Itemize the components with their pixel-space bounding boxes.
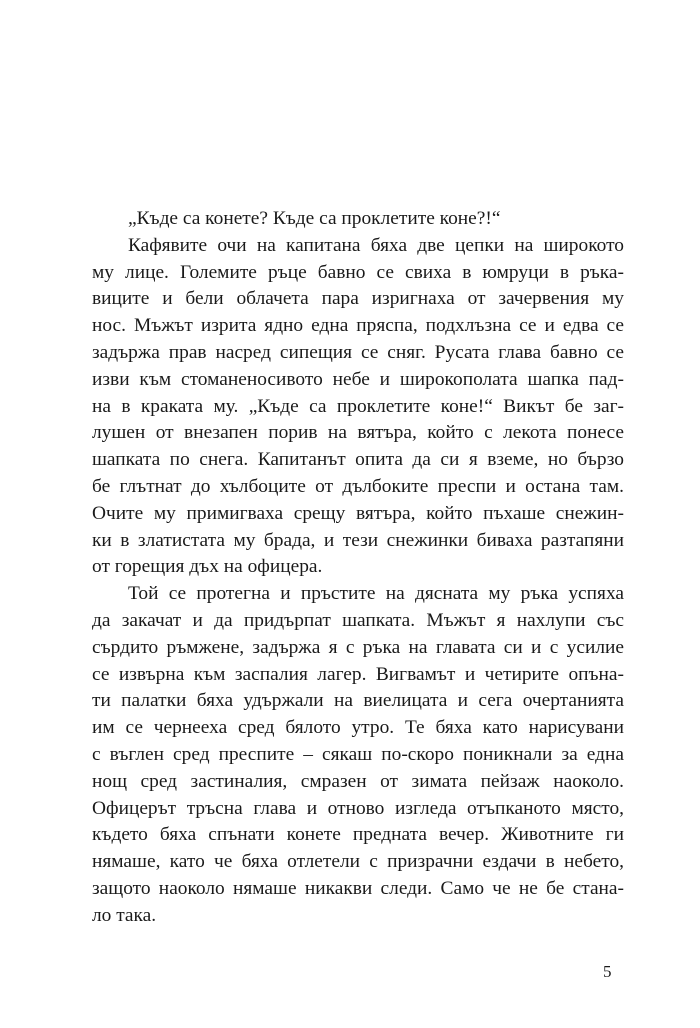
text-line: нощ сред застиналия, смразен от зимата пейзаж наоколо. [92, 770, 624, 792]
text-line: му лице. Големите ръце бавно се свиха в юмруци в ръка- [92, 261, 624, 283]
page-number: 5 [603, 962, 612, 981]
text-line: нос. Мъжът изрита ядно една пряспа, подхлъзна се и едва се [92, 315, 624, 337]
text-line: задържа прав насред сипещия се сняг. Русата глава бавно се [92, 341, 624, 363]
text-line: „Къде са конетe? Къде са проклетите коне?!“ [128, 208, 501, 229]
text-line: се извърна към заспалия лагер. Вигвамът и четирите опъна- [92, 663, 624, 685]
text-line: където бяха спънати конете предната вечер. Животните ги [92, 824, 624, 846]
text-line: ки в златистата му брада, и тези снежинки биваха разтапяни [92, 529, 624, 551]
text-line: ло така. [92, 904, 157, 926]
text-line: нямаше, като че бяха отлетели с призрачни ездачи в небето, [92, 851, 624, 873]
text-line: бе глътнат до хълбоците от дълбоките преспи и остана там. [92, 475, 624, 497]
text-line: защото наоколо нямаше никакви следи. Само че не бе стана- [92, 877, 624, 899]
body-text [92, 206, 624, 930]
text-line: им се чернееха сред бялото утро. Те бяха като нарисувани [92, 717, 624, 739]
text-line: изви към стоманеносивото небе и широкополата шапка пад- [92, 368, 624, 390]
text-line: ти палатки бяха удържали на виелицата и сега очертанията [92, 690, 624, 712]
text-line: Офицерът тръсна глава и отново изгледа отъпканото място, [92, 797, 624, 819]
text-line: на в краката му. „Къде са проклетите коне!“ Викът бе заг- [92, 395, 624, 417]
text-line: шапката по снега. Капитанът опита да си я вземе, но бързо [92, 449, 624, 471]
text-line: Той се протегна и пръстите на дясната му ръка успяха [128, 583, 624, 605]
text-line: сърдито ръмжене, задържа я с ръка на главата си и с усилие [92, 636, 624, 658]
text-line: лушен от внезапен порив на вятъра, който с лекота понесе [92, 422, 624, 444]
text-line: да закачат и да придърпат шапката. Мъжът я нахлупи със [92, 609, 624, 631]
text-line: виците и бели облачета пара изригнаха от зачервения му [92, 288, 624, 310]
text-line: от горещия дъх на офицера. [92, 556, 323, 578]
text-line: Кафявите очи на капитана бяха две цепки на широкото [128, 234, 624, 256]
text-line: Очите му примигваха срещу вятъра, който пъхаше снежин- [92, 502, 624, 524]
text-line: с въглен сред преспите – сякаш по-скоро поникнали за една [92, 743, 624, 765]
